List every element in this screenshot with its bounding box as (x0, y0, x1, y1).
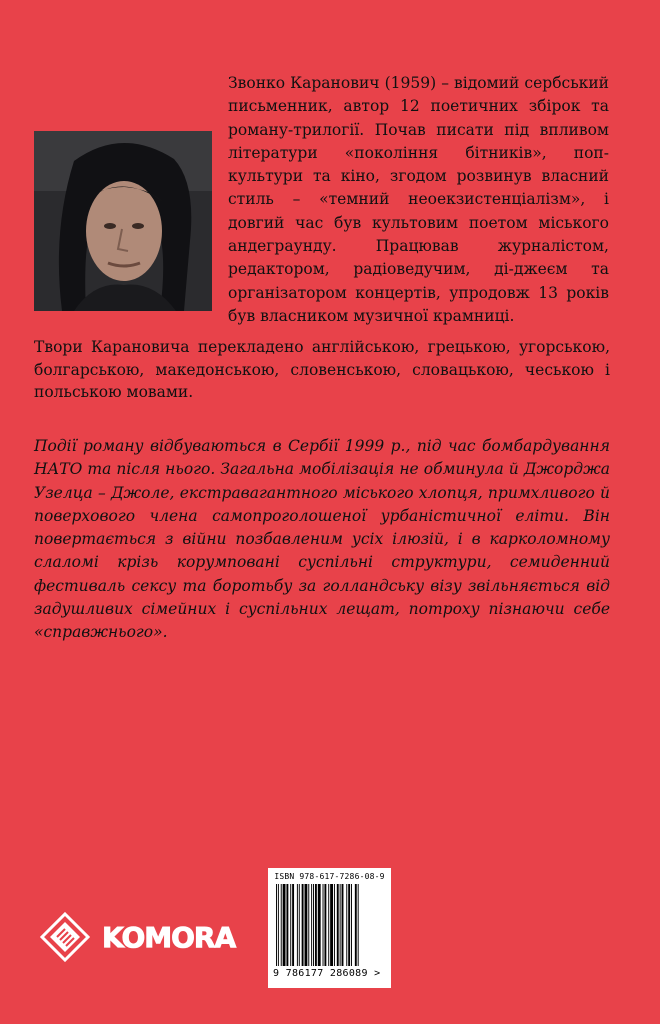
barcode-digits: 9 786177 286089 > (273, 968, 381, 979)
translations-note: Твори Карановича перекладено англійською, грецькою, угорською, болгарською, македонською, словенською, словацькою, чеською і польською мовами. (34, 338, 610, 401)
isbn-barcode (268, 868, 391, 988)
isbn-label: ISBN 978-617-7286-08-9 (274, 872, 385, 881)
book-annotation: Події роману відбуваються в Сербії 1999 р., під час бомбардування НАТО та після нього. Загальна мобілізація не обминула й Джорджа Узелца – Джоле, екстравагантного міського хлопця, примхливого й поверхового члена самопроголошеної урбаністичної еліти. Він повертається з війни позбавленим усіх ілюзій, і в карколомному слаломі крізь корумповані суспільні структури, семиденний фестиваль сексу та боротьбу за голландську візу звільняється від задушливих сімейних і суспільних лещат, потроху пізнаючи себе «справжнього». (34, 437, 610, 642)
publisher-logo (40, 912, 235, 962)
author-photo (34, 131, 212, 311)
author-bio: Звонко Каранович (1959) – відомий сербський письменник, автор 12 поетичних збірок та роману-трилогії. Почав писати під впливом літератури «покоління бітників», поп-культури та кіно, згодом розвинув власний стиль – «темний неоекзистенціалізм», і довгий час був культовим поетом міського андеграунду. Працював журналістом, редактором, радіоведучим, ді-джеєм та організатором концертів, упродовж 13 років був власником музичної крамниці. (228, 74, 609, 325)
diamond-book-icon (40, 912, 90, 962)
publisher-name: KOMORA (102, 920, 236, 954)
barcode-bars (273, 884, 386, 966)
